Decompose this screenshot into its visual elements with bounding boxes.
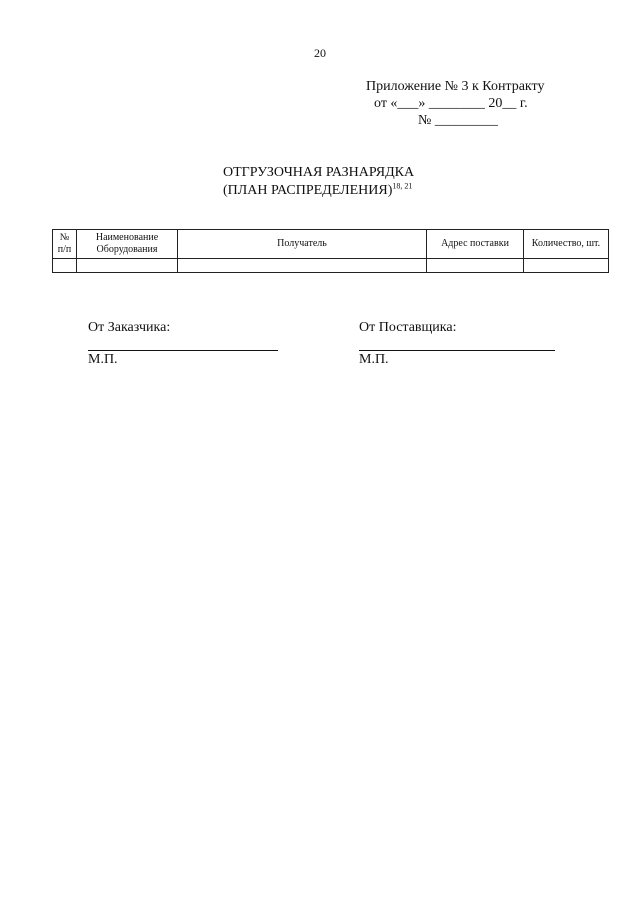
- header-quantity: Количество, шт.: [524, 230, 609, 259]
- header-number: № п/п: [53, 230, 77, 259]
- title-line-2: (ПЛАН РАСПРЕДЕЛЕНИЯ): [223, 183, 393, 198]
- cell-recipient: [178, 259, 427, 273]
- page-number: 20: [314, 46, 326, 60]
- distribution-table: [52, 229, 609, 273]
- supplier-stamp: М.П.: [359, 352, 389, 367]
- supplier-signature-line: [359, 340, 555, 351]
- table-row: [53, 259, 609, 273]
- title-line-1: ОТГРУЗОЧНАЯ РАЗНАРЯДКА: [223, 165, 415, 180]
- cell-equipment: [77, 259, 178, 273]
- cell-quantity: [524, 259, 609, 273]
- cell-number: [53, 259, 77, 273]
- customer-label: От Заказчика:: [88, 320, 171, 335]
- appendix-number: № _________: [418, 113, 498, 128]
- customer-stamp: М.П.: [88, 352, 118, 367]
- supplier-label: От Поставщика:: [359, 320, 457, 335]
- title-footnote: 18, 21: [392, 181, 413, 191]
- appendix-title: Приложение № 3 к Контракту: [366, 79, 545, 94]
- header-equipment: Наименование Оборудования: [77, 230, 178, 259]
- table-header-row: [53, 230, 609, 259]
- customer-signature-line: [88, 340, 278, 351]
- appendix-header: [360, 78, 580, 129]
- cell-address: [427, 259, 524, 273]
- header-address: Адрес поставки: [427, 230, 524, 259]
- supplier-signature-block: [359, 320, 555, 368]
- customer-signature-block: [88, 320, 278, 368]
- appendix-date: от «___» ________ 20__ г.: [374, 96, 528, 111]
- header-recipient: Получатель: [178, 230, 427, 259]
- document-title: [223, 164, 414, 200]
